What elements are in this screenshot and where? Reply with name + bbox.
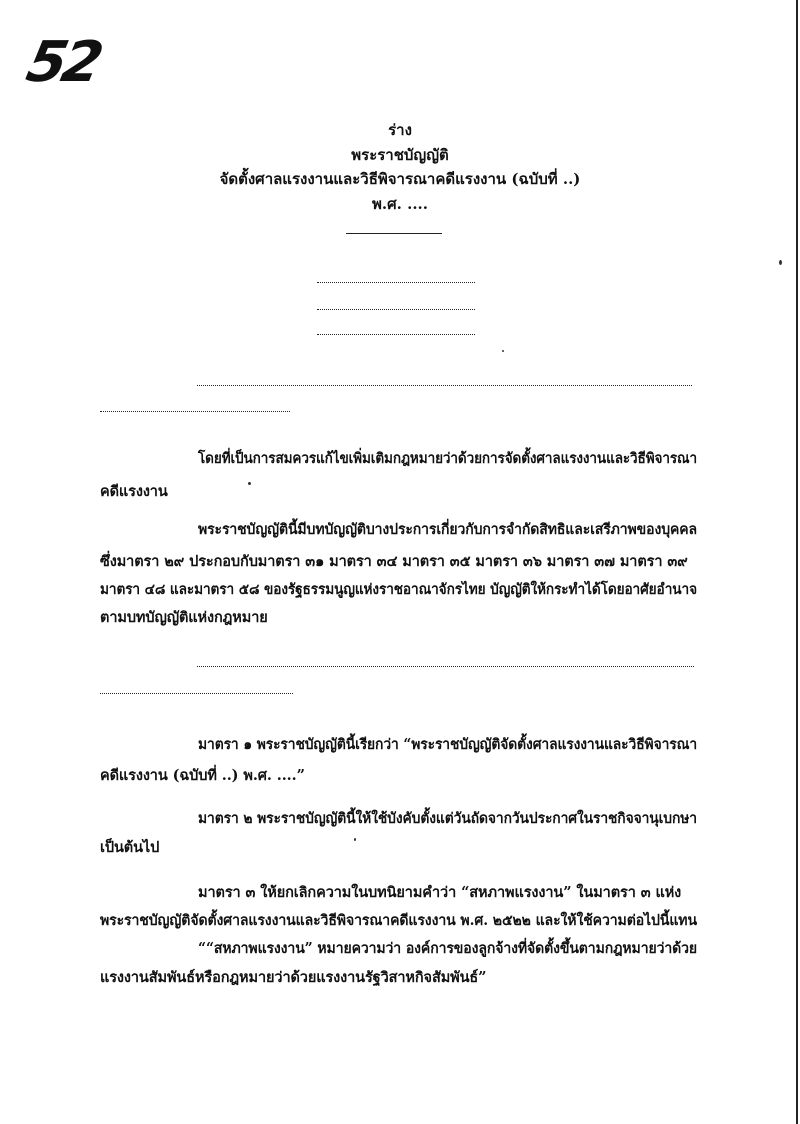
section-2-line: เป็นต้นไป [100,839,160,856]
section-1-line: มาตรา ๑ พระราชบัญญัตินี้เรียกว่า “พระราชบัญญัติจัดตั้งศาลแรงงานและวิธีพิจารณา [198,736,698,753]
rights-clause-line: ตามบทบัญญัติแห่งกฎหมาย [100,609,268,626]
rights-clause-line: มาตรา ๔๘ และมาตรา ๕๘ ของรัฐธรรมนูญแห่งราชอาณาจักรไทย บัญญัติให้กระทำได้โดยอาศัยอำนาจ [100,581,697,598]
draft-label: ร่าง [388,121,412,139]
scan-speck [354,838,356,841]
rights-clause-line: พระราชบัญญัตินี้มีบทบัญญัติบางประการเกี่ยวกับการจำกัดสิทธิและเสรีภาพของบุคคล [198,521,697,538]
placeholder-line [317,282,475,283]
scan-speck [502,350,504,352]
preamble-line: คดีแรงงาน [100,483,168,500]
section-3-line: พระราชบัญญัติจัดตั้งศาลแรงงานและวิธีพิจารณาคดีแรงงาน พ.ศ. ๒๕๒๒ และให้ใช้ความต่อไปนี้แทน [100,912,697,929]
placeholder-line [100,411,290,412]
scan-speck [248,482,251,485]
scan-edge-line [796,0,798,1124]
act-title: จัดตั้งศาลแรงงานและวิธีพิจารณาคดีแรงงาน (ฉบับที่ ..) [219,170,581,188]
placeholder-line [197,666,694,667]
rights-clause-line: ซึ่งมาตรา ๒๙ ประกอบกับมาตรา ๓๑ มาตรา ๓๔ มาตรา ๓๕ มาตรา ๓๖ มาตรา ๓๗ มาตรา ๓๙ [100,553,688,570]
section-3-line: ““สหภาพแรงงาน” หมายความว่า องค์การของลูกจ้างที่จัดตั้งขึ้นตามกฎหมายว่าด้วย [198,940,698,957]
placeholder-line [100,693,293,694]
placeholder-line [317,309,475,310]
section-3-line: แรงงานสัมพันธ์หรือกฎหมายว่าด้วยแรงงานรัฐวิสาหกิจสัมพันธ์” [100,969,487,986]
section-3-line: มาตรา ๓ ให้ยกเลิกความในบทนิยามคำว่า “สหภาพแรงงาน” ในมาตรา ๓ แห่ง [198,884,682,901]
preamble-line: โดยที่เป็นการสมควรแก้ไขเพิ่มเติมกฎหมายว่าด้วยการจัดตั้งศาลแรงงานและวิธีพิจารณา [198,450,698,467]
handwritten-page-number: 52 [21,30,105,95]
placeholder-line [197,385,692,386]
section-2-line: มาตรา ๒ พระราชบัญญัตินี้ให้ใช้บังคับตั้งแต่วันถัดจากวันประกาศในราชกิจจานุเบกษา [198,810,698,827]
act-label: พระราชบัญญัติ [351,146,449,164]
header-rule [346,233,442,234]
placeholder-line [317,334,475,335]
section-1-line: คดีแรงงาน (ฉบับที่ ..) พ.ศ. ....” [100,767,305,784]
year-line: พ.ศ. .... [372,195,428,213]
scan-speck [779,260,782,265]
